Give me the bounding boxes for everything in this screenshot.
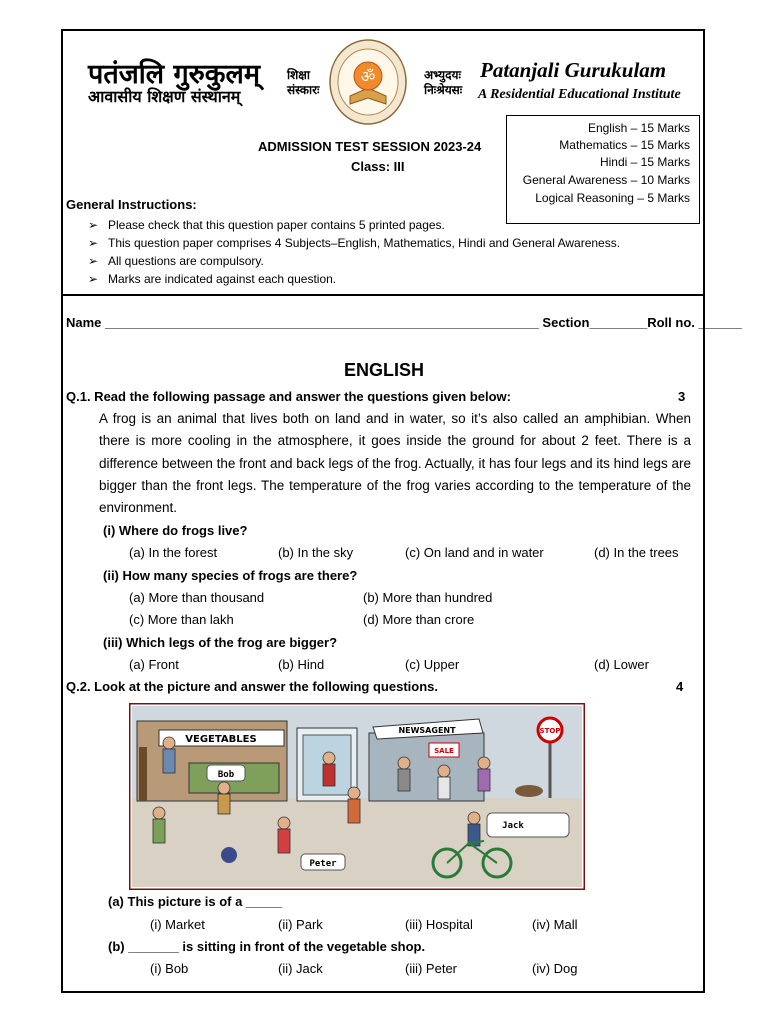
q1-iii-option-d: (d) Lower (594, 657, 649, 672)
q1-sub-question: (i) Where do frogs live? (103, 523, 248, 538)
shop-sign-text: VEGETABLES (185, 734, 257, 745)
test-title: ADMISSION TEST SESSION 2023-24 (258, 139, 482, 154)
arrow-bullet-icon: ➢ (88, 218, 99, 232)
arrow-bullet-icon: ➢ (88, 272, 99, 286)
q1-ii-option-c: (c) More than lakh (129, 612, 234, 627)
instruction-item: ➢ This question paper comprises 4 Subjects–English, Mathematics, Hindi and General Awareness. (88, 236, 621, 250)
instructions-title: General Instructions: (66, 197, 197, 212)
q1-sub-question: (iii) Which legs of the frog are bigger? (103, 635, 338, 650)
stop-sign-text: STOP (539, 727, 561, 735)
q1-marks: 3 (678, 389, 686, 404)
arrow-bullet-icon: ➢ (88, 236, 99, 250)
marks-english: English – 15 Marks (587, 121, 690, 135)
motto-right-line-2: निःश्रेयसः (424, 83, 463, 97)
q2-a-option-iii: (iii) Hospital (405, 917, 473, 932)
sale-sign-text: SALE (434, 747, 454, 755)
q2-heading: Q.2. Look at the picture and answer the following questions. (66, 679, 438, 694)
hindi-institute-subtitle: आवासीय शिक्षण संस्थानम् (88, 87, 241, 106)
q1-heading: Q.1. Read the following passage and answer the questions given below: (66, 389, 511, 404)
marks-logical-reasoning: Logical Reasoning – 5 Marks (535, 191, 690, 205)
q1-ii-option-d: (d) More than crore (363, 612, 475, 627)
motto-right-line-1: अभ्युदयः (424, 68, 461, 82)
q1-iii-option-c: (c) Upper (405, 657, 460, 672)
english-institute-title: Patanjali Gurukulam (480, 58, 667, 82)
label-peter: Peter (309, 859, 337, 869)
q2-a-option-iv: (iv) Mall (532, 917, 578, 932)
q1-ii-option-b: (b) More than hundred (363, 590, 493, 605)
q2-b-option-iv: (iv) Dog (532, 961, 578, 976)
q2-b-option-ii: (ii) Jack (278, 961, 323, 976)
q1-i-option-c: (c) On land and in water (405, 545, 544, 560)
q1-sub-question: (ii) How many species of frogs are there? (103, 568, 358, 583)
q1-i-option-d: (d) In the trees (594, 545, 679, 560)
q2-b-option-iii: (iii) Peter (405, 961, 458, 976)
kiosk-sign-text: NEWSAGENT (398, 726, 456, 735)
q2-a-option-i: (i) Market (150, 917, 205, 932)
label-bob: Bob (217, 770, 235, 780)
section-title-english: ENGLISH (343, 360, 424, 380)
label-jack: Jack (502, 821, 524, 831)
q1-i-option-a: (a) In the forest (129, 545, 218, 560)
q2-a-option-ii: (ii) Park (278, 917, 323, 932)
market-scene-illustration (129, 703, 585, 890)
q1-i-option-b: (b) In the sky (278, 545, 354, 560)
marks-hindi: Hindi – 15 Marks (599, 155, 690, 169)
arrow-bullet-icon: ➢ (88, 254, 99, 268)
svg-text:ॐ: ॐ (360, 67, 376, 86)
english-institute-subtitle: A Residential Educational Institute (478, 87, 681, 102)
motto-right (424, 68, 462, 98)
q2-sub-question: (a) This picture is of a _____ (108, 894, 283, 909)
marks-general-awareness: General Awareness – 10 Marks (522, 173, 690, 187)
instruction-item: ➢ Please check that this question paper contains 5 printed pages. (88, 218, 445, 232)
q2-sub-question: (b) _______ is sitting in front of the vegetable shop. (108, 939, 426, 954)
institute-seal-logo (328, 38, 408, 126)
class-line: Class: III (351, 159, 405, 174)
instruction-item: ➢ Marks are indicated against each question. (88, 272, 337, 286)
header-divider (61, 294, 705, 296)
instruction-item: ➢ All questions are compulsory. (88, 254, 264, 268)
q2-marks: 4 (676, 679, 684, 694)
marks-mathematics: Mathematics – 15 Marks (559, 138, 690, 152)
q1-ii-option-a: (a) More than thousand (129, 590, 265, 605)
q1-iii-option-b: (b) Hind (278, 657, 325, 672)
q1-iii-option-a: (a) Front (129, 657, 179, 672)
hindi-institute-title: पतंजलि गुरुकुलम् (88, 59, 260, 90)
motto-left-line-1: शिक्षा (287, 68, 310, 82)
marks-distribution-box (506, 115, 700, 224)
name-section-roll-line: Name ____________________________________________________________ Section________Roll no. ______ (66, 315, 742, 330)
motto-left-line-2: संस्कारः (287, 83, 320, 97)
motto-left (287, 68, 319, 98)
q1-passage: A frog is an animal that lives both on land and in water, so it’s also called an amphibian. When there is more cooling in the atmosphere, it goes inside the ground for about 2 feet. There is a difference between the front and back legs of the frog. Actually, it has four legs and its hind legs are bigger than the front legs. The temperature of the frog varies according to the temperature of the environment. (99, 411, 691, 516)
q2-b-option-i: (i) Bob (150, 961, 189, 976)
